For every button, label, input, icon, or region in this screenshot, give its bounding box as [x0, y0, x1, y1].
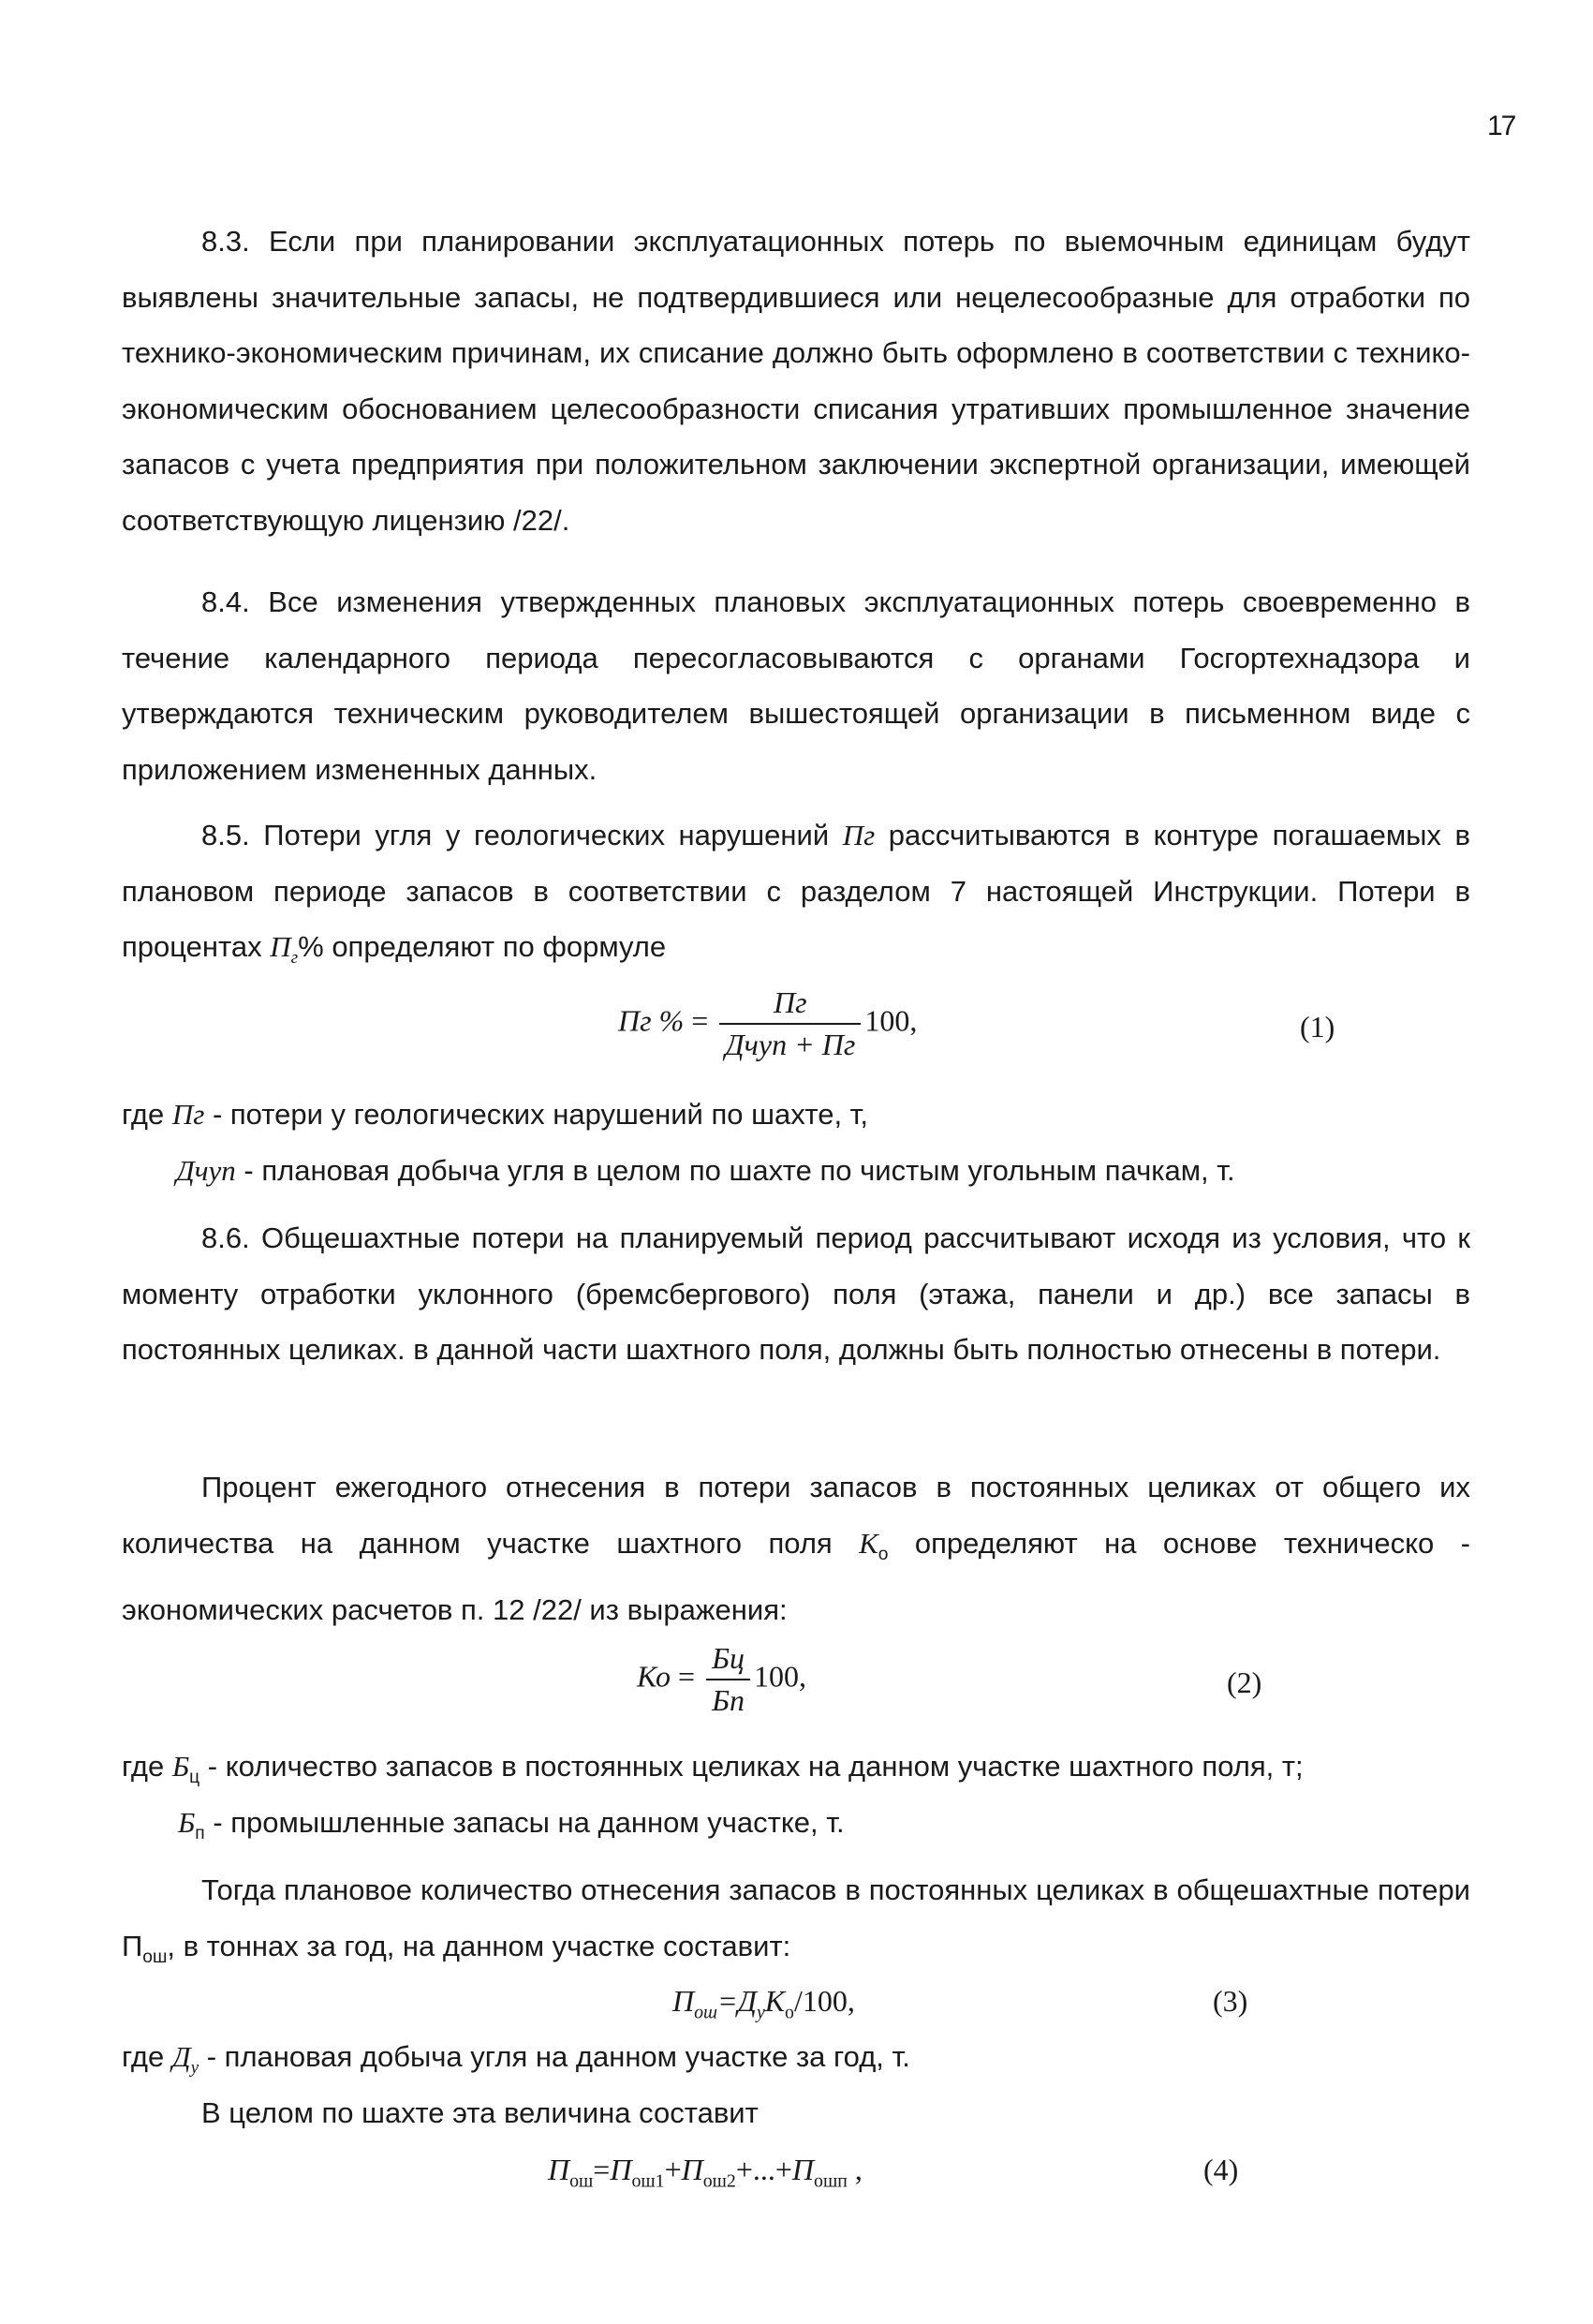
- paragraph-ko: Процент ежегодного отнесения в потери запасов в постоянных целиках от общего их количества на данном участке шахтного поля $К_о$ определяют на основе техническо - экономических расчетов п. 12 /22/ из выражения:: [122, 1471, 1470, 1627]
- formula-1: Пг % = $\frac{Пг}{\text{Дчуп + Пг}}$ 100,: [618, 985, 918, 1061]
- formula-2: Ко = $\frac{Бц}{Бп}$ 100,: [637, 1641, 806, 1717]
- formula-3: $П_{ош}=Д_уК_о/100$,: [672, 1984, 855, 2023]
- where-2-line-2: $Б_п$ - промышленные запасы на данном участке, т.: [178, 1806, 845, 1844]
- where-2-line-1: где $Б_ц$ - количество запасов в постоянных целиках на данном участке шахтного поля, т;: [122, 1750, 1304, 1788]
- where-1-line-2: Дчуп - плановая добыча угля в целом по шахте по чистым угольным пачкам, т.: [176, 1154, 1235, 1187]
- where-3-line: где $Д_у$ - плановая добыча угля на данном участке за год, т.: [122, 2040, 910, 2079]
- section-8-4-text: 8.4. Все изменения утвержденных плановых эксплуатационных потерь своевременно в течение календарного периода пересогласовываются с органами Госгортехнадзора и утверждаются техническим руководителем вышестоящей организации в письменном виде с приложением измененных данных.: [122, 585, 1470, 786]
- var-pg: Пг: [842, 819, 876, 851]
- section-8-3: [122, 214, 1470, 548]
- formula-4: $П_{ош}=П_{ош1}+П_{ош2}+...+П_{ошп}$ ,: [548, 2153, 863, 2192]
- section-8-5-text: 8.5. Потери угля у геологических нарушений Пг рассчитываются в контуре погашаемых в плановом периоде запасов в соответствии с разделом 7 настоящей Инструкции. Потери в процентах $П_г\%$ определяют по формуле: [122, 819, 1470, 969]
- page-number: 17: [1487, 111, 1515, 141]
- paragraph-total: В целом по шахте эта величина составит: [201, 2096, 759, 2129]
- equation-number-3: (3): [1213, 1984, 1248, 2018]
- equation-number-4: (4): [1203, 2153, 1239, 2186]
- equation-number-1: (1): [1300, 1010, 1335, 1044]
- formula-1-fraction: $\frac{Пг}{\text{Дчуп + Пг}}$: [719, 985, 861, 1062]
- var-pg-percent: П: [270, 930, 291, 963]
- section-8-3-text: 8.3. Если при планировании эксплуатационных потерь по выемочным единицам будут выявлены значительные запасы, не подтвердившиеся или нецелесообразные для отработки по технико-экономическим причинам, их списание должно быть оформлено в соответствии с технико-экономическим обоснованием целесообразности списания утративших промышленное значение запасов с учета предприятия при положительном заключении экспертной организации, имеющей соответствующую лицензию /22/.: [122, 225, 1470, 537]
- section-8-6: [122, 1210, 1470, 1378]
- section-8-5: [122, 807, 1470, 986]
- section-8-4: [122, 574, 1470, 797]
- section-8-6-text: 8.6. Общешахтные потери на планируемый период рассчитывают исходя из условия, что к моменту отработки уклонного (бремсбергового) поля (этажа, панели и др.) все запасы в постоянных целиках. в данной части шахтного поля, должны быть полностью отнесены в потери.: [122, 1221, 1470, 1366]
- formula-2-fraction: $\frac{Бц}{Бп}$: [706, 1641, 750, 1718]
- equation-number-2: (2): [1227, 1665, 1262, 1699]
- where-1-line-1: где Пг - потери у геологических нарушений по шахте, т,: [122, 1098, 869, 1131]
- paragraph-plan: Тогда плановое количество отнесения запасов в постоянных целиках в общешахтные потери $П_{ош}$, в тоннах за год, на данном участке составит:: [122, 1873, 1470, 1967]
